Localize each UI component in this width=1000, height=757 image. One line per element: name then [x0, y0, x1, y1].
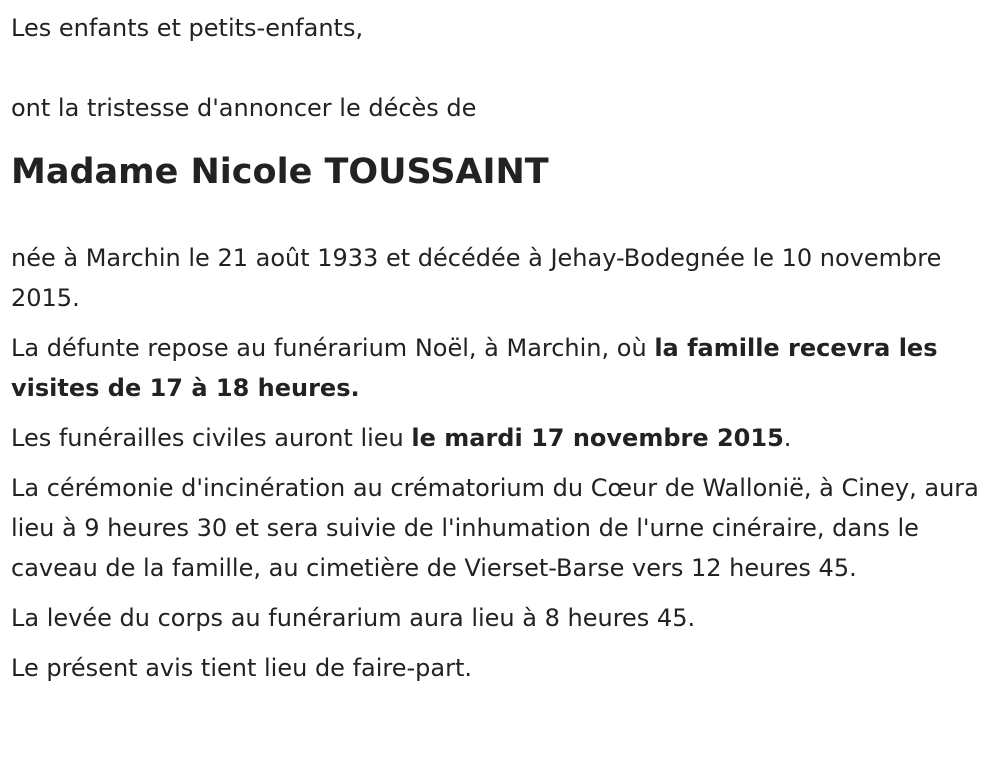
funeral-date: le mardi 17 novembre 2015	[411, 424, 784, 452]
birth-death-paragraph: née à Marchin le 21 août 1933 et décédée à Jehay-Bodegnée le 10 novembre 2015.	[11, 244, 942, 312]
closing-paragraph: Le présent avis tient lieu de faire-part.	[11, 654, 473, 682]
announcement-text: ont la tristesse d'annoncer le décès de	[11, 94, 477, 122]
body-lifting-paragraph: La levée du corps au funérarium aura lieu à 8 heures 45.	[11, 604, 696, 632]
deceased-name: Madame Nicole TOUSSAINT	[11, 152, 549, 192]
funeral-text: Les funérailles civiles auront lieu	[11, 424, 412, 452]
intro-text: Les enfants et petits-enfants,	[11, 14, 364, 42]
visitation-text: La défunte repose au funérarium Noël, à Marchin, où	[11, 334, 655, 362]
cremation-paragraph: La cérémonie d'incinération au crématorium du Cœur de Wallonië, à Ciney, aura lieu à 9 heures 30 et sera suivie de l'inhumation de l'urne cinéraire, dans le caveau de la famille, au cimetière de Vierset-Barse vers 12 heures 45.	[11, 474, 979, 582]
visitation-hours: la famille recevra les visites de 17 à 18 heures.	[11, 334, 938, 402]
funeral-paragraph	[11, 418, 990, 458]
funeral-suffix: .	[783, 424, 792, 452]
visitation-paragraph	[11, 328, 990, 408]
